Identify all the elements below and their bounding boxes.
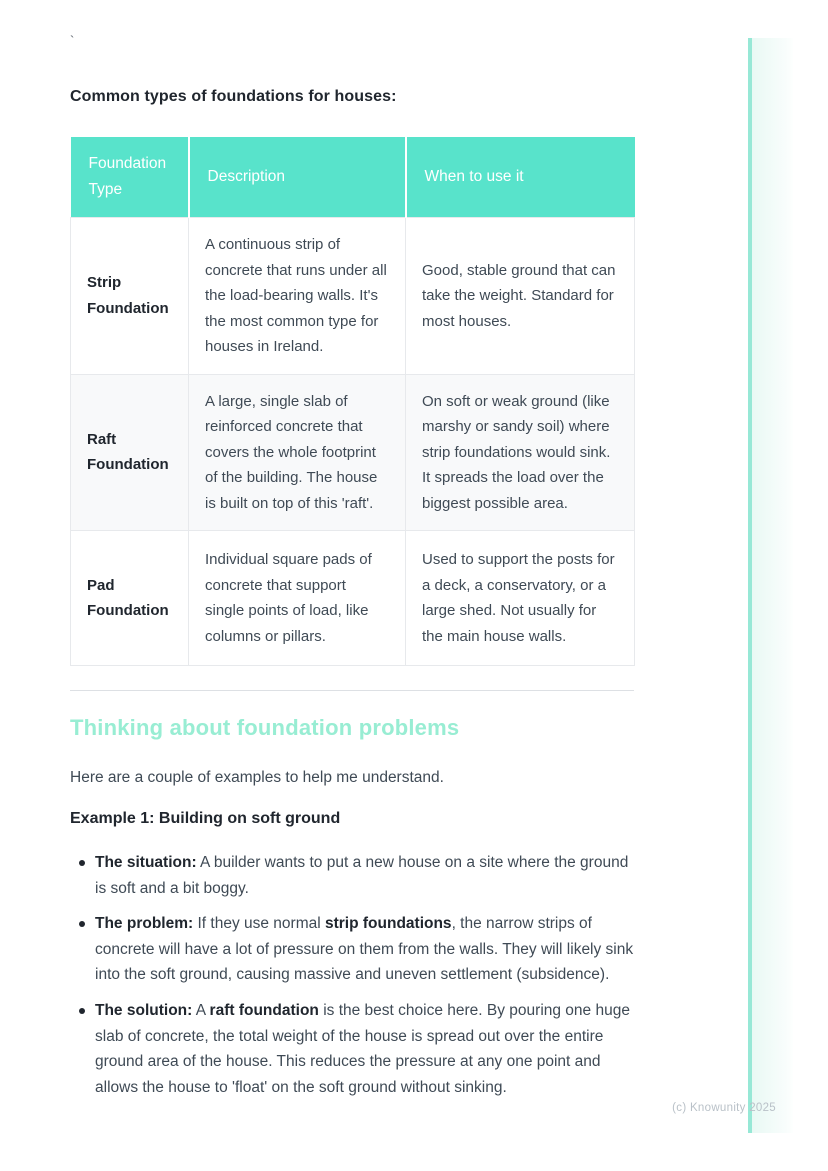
bullet-situation: [70, 850, 634, 901]
row-label: Raft Foundation: [71, 374, 189, 531]
stray-backtick: `: [70, 33, 75, 48]
bullet-text: If they use normal: [193, 915, 325, 933]
table-header-row: [71, 137, 635, 218]
document-content: [70, 0, 634, 1110]
section-heading: Thinking about foundation problems: [70, 715, 460, 740]
row-when-to-use: On soft or weak ground (like marshy or sandy soil) where strip foundations would sink. It spreads the load over the biggest possible area.: [406, 374, 635, 531]
section-divider: [70, 690, 634, 691]
bullet-label: The solution:: [95, 1001, 193, 1019]
bullet-text: , the narrow strips of concrete will have a lot of pressure on them from the walls. They will likely sink into the soft ground, causing massive and uneven settlement (subsidence).: [95, 915, 634, 984]
table-row-raft-foundation: [71, 374, 635, 531]
row-label: Strip Foundation: [71, 218, 189, 375]
table-row-pad-foundation: [71, 531, 635, 666]
row-description: A large, single slab of reinforced concrete that covers the whole footprint of the building. The house is built on top of this 'raft'.: [189, 374, 406, 531]
bullet-bold-term: strip foundations: [324, 915, 452, 933]
example-bullet-list: [70, 850, 634, 1100]
example-heading: Example 1: Building on soft ground: [70, 810, 341, 827]
section-intro-text: Here are a couple of examples to help me understand.: [70, 769, 444, 786]
bullet-text: is the best choice here. By pouring one huge slab of concrete, the total weight of the house is spread out over the entire ground area of the house. This reduces the pressure at any one point and allows the house to 'float' on the soft ground without sinking.: [95, 1001, 630, 1096]
bullet-label: The situation:: [95, 854, 197, 871]
row-when-to-use: Good, stable ground that can take the weight. Standard for most houses.: [406, 218, 635, 375]
row-when-to-use: Used to support the posts for a deck, a conservatory, or a large shed. Not usually for the main house walls.: [406, 531, 635, 666]
bullet-bold-term: raft foundation: [209, 1001, 319, 1019]
table-header-when-to-use: When to use it: [406, 137, 635, 218]
right-accent-panel: [752, 38, 793, 1133]
bullet-solution: [70, 998, 634, 1100]
bullet-problem: [70, 911, 634, 988]
foundations-table: [70, 137, 635, 666]
intro-heading: Common types of foundations for houses:: [70, 88, 397, 105]
bullet-text: A: [192, 1001, 210, 1019]
watermark: (c) Knowunity 2025: [672, 1102, 776, 1114]
bullet-label: The problem:: [95, 915, 194, 933]
row-description: Individual square pads of concrete that support single points of load, like columns or pillars.: [189, 531, 406, 666]
table-header-foundation-type: Foundation Type: [71, 137, 189, 218]
table-header-description: Description: [189, 137, 406, 218]
bullet-text: A builder wants to put a new house on a site where the ground is soft and a bit boggy.: [95, 854, 629, 897]
table-row-strip-foundation: [71, 218, 635, 375]
row-label: Pad Foundation: [71, 531, 189, 666]
row-description: A continuous strip of concrete that runs under all the load-bearing walls. It's the most common type for houses in Ireland.: [189, 218, 406, 375]
